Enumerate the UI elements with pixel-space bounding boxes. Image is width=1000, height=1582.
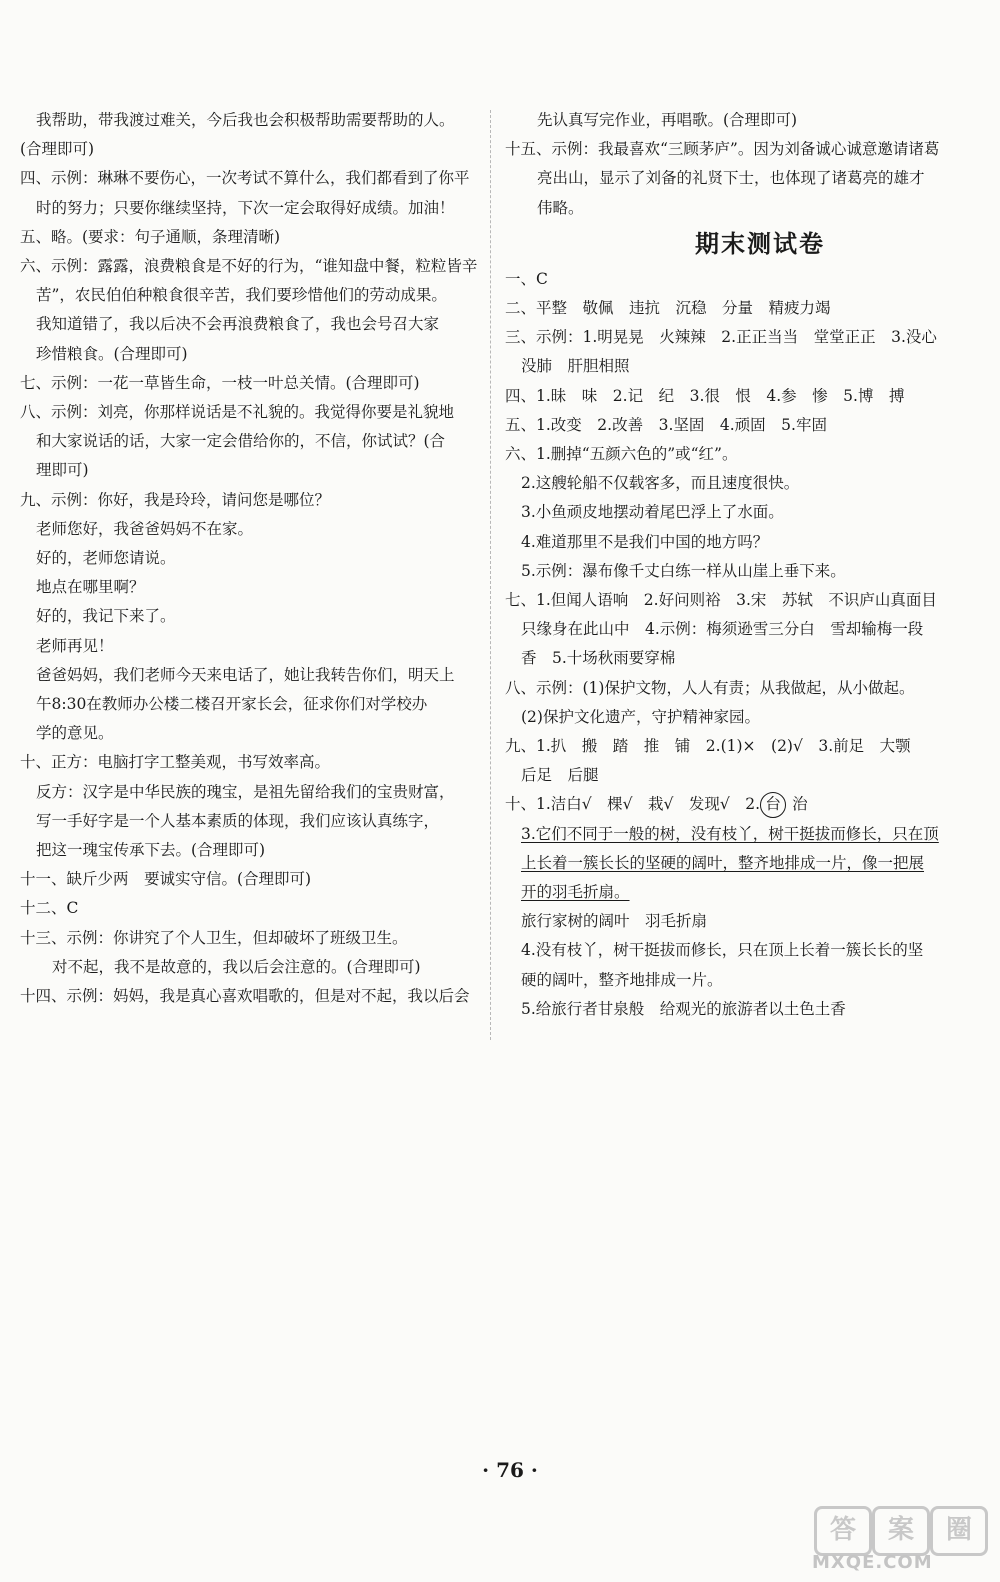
page-number: · 76 ·: [482, 1458, 538, 1482]
answer-line: 反方：汉字是中华民族的瑰宝，是祖先留给我们的宝贵财富，: [36, 782, 455, 801]
answer-line: 伟略。: [537, 198, 584, 217]
answer-line: 六、1.删掉“五颜六色的”或“红”。: [505, 445, 738, 464]
answer-line: 把这一瑰宝传承下去。(合理即可): [36, 841, 266, 860]
answer-line: 学的意见。: [36, 724, 114, 743]
answer-line: 2.这艘轮船不仅载客多，而且速度很快。: [521, 474, 800, 493]
underlined-line: 3.它们不同于一般的树，没有枝丫，树干挺拔而修长，只在顶: [521, 824, 939, 843]
answer-line: 苦”，农民伯伯种粮食很辛苦，我们要珍惜他们的劳动成果。: [36, 286, 447, 305]
answer-line: 三、示例：1.明晃晃 火辣辣 2.正正当当 堂堂正正 3.没心: [505, 328, 937, 347]
answer-line: 五、略。(要求：句子通顺，条理清晰): [20, 227, 281, 246]
answer-line: 4.没有枝丫，树干挺拔而修长，只在顶上长着一簇长长的坚: [521, 941, 924, 960]
answer-line: 3.小鱼顽皮地摆动着尾巴浮上了水面。: [521, 503, 784, 522]
q10-underlined-answer: [505, 820, 975, 908]
answer-line: 对不起，我不是故意的，我以后会注意的。(合理即可): [52, 957, 421, 976]
final-test-answers: [505, 265, 975, 791]
answer-line: 亮出山，显示了刘备的礼贤下士，也体现了诸葛亮的雄才: [537, 169, 925, 188]
right-column: [505, 106, 975, 1024]
watermark-logo: [806, 1498, 992, 1576]
answer-line: 十四、示例：妈妈，我是真心喜欢唱歌的，但是对不起，我以后会: [20, 987, 470, 1006]
answer-line: 十二、C: [20, 899, 79, 918]
answer-line: (合理即可): [20, 140, 95, 159]
column-divider: [490, 110, 491, 1040]
answer-line: 九、1.扒 搬 踏 推 铺 2.(1)× (2)√ 3.前足 大颚: [505, 737, 911, 756]
answer-line: 先认真写完作业，再唱歌。(合理即可): [537, 111, 798, 129]
previous-test-answers-continued: [505, 106, 975, 223]
answer-line: 旅行家树的阔叶 羽毛折扇: [521, 912, 708, 931]
answer-line: 只缘身在此山中 4.示例：梅须逊雪三分白 雪却输梅一段: [521, 620, 924, 639]
watermark-url: MXQE.COM: [812, 1552, 933, 1573]
answer-line: 四、示例：琳琳不要伤心，一次考试不算什么，我们都看到了你平: [20, 169, 470, 188]
section-title: 期末测试卷: [695, 228, 825, 258]
answer-line: 八、示例：刘亮，你那样说话是不礼貌的。我觉得你要是礼貌地: [20, 403, 455, 422]
underlined-line: 开的羽毛折扇。: [521, 883, 630, 902]
answer-line: 硬的阔叶，整齐地排成一片。: [521, 970, 723, 989]
answer-line: 四、1.昧 味 2.记 纪 3.很 恨 4.参 惨 5.博 搏: [505, 386, 905, 405]
answer-line: 午8:30在教师办公楼二楼召开家长会，征求你们对学校办: [36, 695, 428, 714]
answer-line: 八、示例：(1)保护文物，人人有责；从我做起，从小做起。: [505, 678, 915, 697]
answer-line: 地点在哪里啊？: [36, 578, 145, 597]
answer-line: 好的，老师您请说。: [36, 549, 176, 568]
answer-line: 后足 后腿: [521, 766, 599, 785]
answer-line: 写一手好字是一个人基本素质的体现，我们应该认真练字，: [36, 811, 440, 830]
answer-line: 十一、缺斤少两 要诚实守信。(合理即可): [20, 870, 312, 889]
answer-line: 好的，我记下来了。: [36, 607, 176, 626]
q10-after-circle: 治: [792, 795, 808, 814]
answer-line: 十三、示例：你讲究了个人卫生，但却破坏了班级卫生。: [20, 928, 408, 947]
answer-line: 二、平整 敬佩 违抗 沉稳 分量 精疲力竭: [505, 299, 831, 318]
answer-line: 我帮助，带我渡过难关，今后我也会积极帮助需要帮助的人。: [36, 111, 455, 129]
answer-line: 老师再见！: [36, 636, 114, 655]
q10-line-1: [505, 790, 975, 819]
answer-line: 4.难道那里不是我们中国的地方吗？: [521, 532, 769, 551]
circled-character: 台: [760, 792, 786, 818]
answer-line: 珍惜粮食。(合理即可): [36, 344, 188, 363]
answer-line: 没肺 肝胆相照: [521, 357, 630, 376]
answer-line: 爸爸妈妈，我们老师今天来电话了，她让我转告你们，明天上: [36, 665, 455, 684]
answer-line: 5.示例：瀑布像千丈白练一样从山崖上垂下来。: [521, 561, 846, 580]
underlined-line: 上长着一簇长长的坚硬的阔叶，整齐地排成一片，像一把展: [521, 853, 925, 872]
answer-line: 七、示例：一花一草皆生命，一枝一叶总关情。(合理即可): [20, 373, 420, 392]
answer-line: (2)保护文化遗产，守护精神家园。: [521, 707, 760, 726]
answer-line: 和大家说话的话，大家一定会借给你的，不信，你试试？(合: [36, 432, 446, 451]
watermark-box-1: 答: [814, 1506, 872, 1556]
answer-line: 香 5.十场秋雨要穿棉: [521, 649, 676, 668]
answer-line: 十、正方：电脑打字工整美观，书写效率高。: [20, 753, 331, 772]
answer-line: 五、1.改变 2.改善 3.坚固 4.顽固 5.牢固: [505, 415, 827, 434]
question-10-answers: [505, 790, 975, 1024]
answer-line: 理即可): [36, 461, 89, 480]
answer-line: 六、示例：露露，浪费粮食是不好的行为，“谁知盘中餐，粒粒皆辛: [20, 257, 478, 276]
answer-line: 老师您好，我爸爸妈妈不在家。: [36, 519, 254, 538]
answer-line: 七、1.但闻人语响 2.好问则裕 3.宋 苏轼 不识庐山真面目: [505, 591, 937, 610]
watermark-box-3: 圈: [930, 1506, 988, 1556]
q10-part-1: 十、1.洁白√ 棵√ 栽√ 发现√ 2.: [505, 795, 761, 814]
answer-line: 5.给旅行者甘泉般 给观光的旅游者以土色土香: [521, 999, 846, 1018]
answer-line: 十五、示例：我最喜欢“三顾茅庐”。因为刘备诚心诚意邀请诸葛: [505, 140, 940, 159]
answer-line: 时的努力；只要你继续坚持，下次一定会取得好成绩。加油！: [36, 198, 455, 217]
watermark-box-2: 案: [872, 1506, 930, 1556]
answer-line: 一、C: [505, 269, 548, 288]
answer-line: 九、示例：你好，我是玲玲，请问您是哪位？: [20, 490, 331, 509]
answer-line: 我知道错了，我以后决不会再浪费粮食了，我也会号召大家: [36, 315, 440, 334]
left-column: [20, 106, 480, 1011]
